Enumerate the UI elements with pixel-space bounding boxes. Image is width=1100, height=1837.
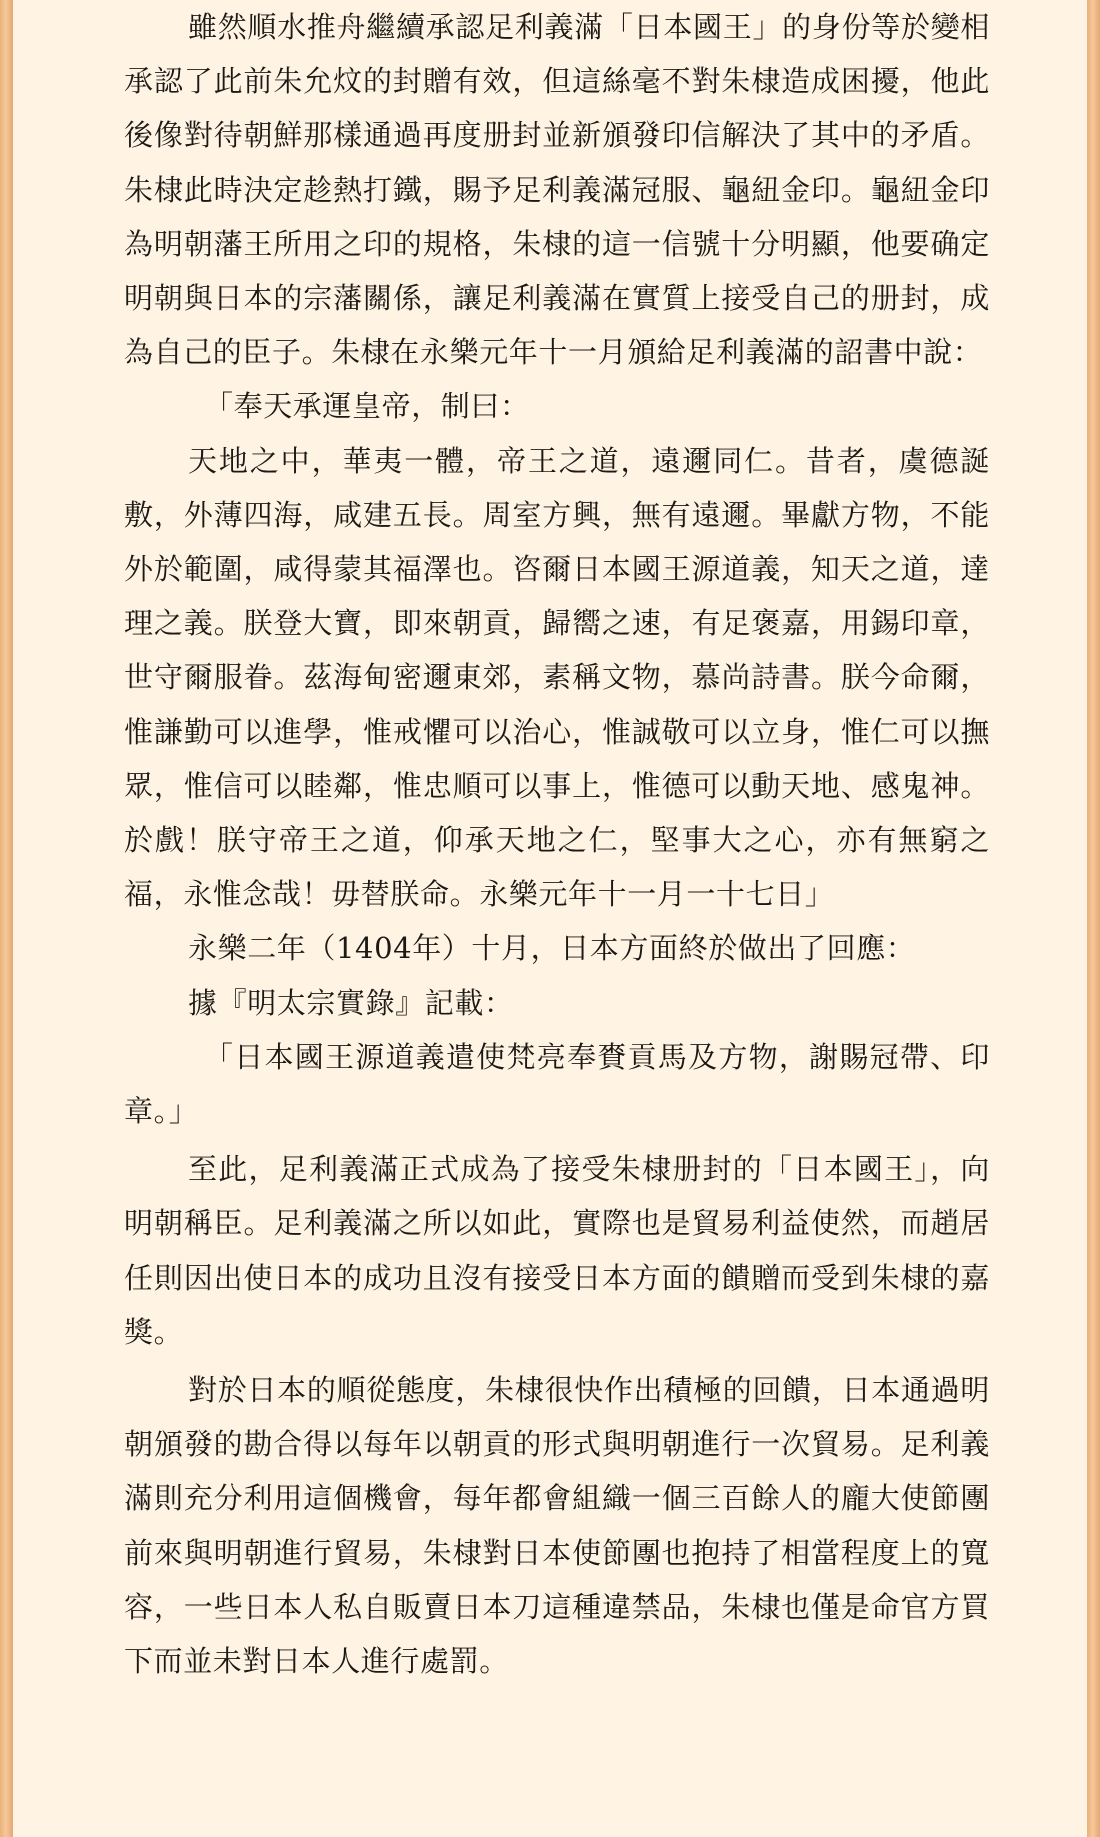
document-page — [124, 0, 990, 1837]
paragraph-edict-body: 天地之中，華夷一體，帝王之道，遠邇同仁。昔者，虞德誕敷，外薄四海，咸建五長。周室方興，無有遠邇。畢獻方物，不能外於範圍，咸得蒙其福澤也。咨爾日本國王源道義，知天之道，達理之義。朕登大寶，即來朝貢，歸嚮之速，有足褒嘉，用錫印章，世守爾服眷。茲海甸密邇東郊，素稱文物，慕尚詩書。朕今命爾，惟謙勤可以進學，惟戒懼可以治心，惟誠敬可以立身，惟仁可以撫眾，惟信可以睦鄰，惟忠順可以事上，惟德可以動天地、感鬼神。於戲！朕守帝王之道，仰承天地之仁，堅事大之心，亦有無窮之福，永惟念哉！毋替朕命。永樂元年十一月一十七日」 — [124, 443, 990, 912]
paragraph-record-intro: 據『明太宗實錄』記載： — [188, 985, 514, 1020]
paragraph-edict-opening: 「奉天承運皇帝，制曰： — [204, 389, 530, 424]
paragraph-conclusion: 至此，足利義滿正式成為了接受朱棣册封的「日本國王」，向明朝稱臣。足利義滿之所以如此，實際也是貿易利益使然，而趙居任則因出使日本的成功且沒有接受日本方面的饋贈而受到朱棣的嘉獎。 — [124, 1152, 990, 1349]
left-decorative-border — [0, 0, 13, 1837]
paragraph-response: 永樂二年（1404年）十月，日本方面終於做出了回應： — [188, 931, 916, 966]
paragraph-record-quote: 「日本國王源道義遣使梵亮奉賚貢馬及方物，謝賜冠帶、印章。」 — [124, 1039, 990, 1129]
right-decorative-border — [1087, 0, 1100, 1837]
paragraph-1: 雖然順水推舟繼續承認足利義滿「日本國王」的身份等於變相承認了此前朱允炆的封贈有效，但這絲毫不對朱棣造成困擾，他此後像對待朝鮮那樣通過再度册封並新頒發印信解決了其中的矛盾。朱棣此時決定趁熱打鐵，賜予足利義滿冠服、龜紐金印。龜紐金印為明朝藩王所用之印的規格，朱棣的這一信號十分明顯，他要确定明朝與日本的宗藩關係，讓足利義滿在實質上接受自己的册封，成為自己的臣子。朱棣在永樂元年十一月頒給足利義滿的詔書中說： — [124, 10, 990, 370]
paragraph-trade: 對於日本的順從態度，朱棣很快作出積極的回饋，日本通過明朝頒發的勘合得以每年以朝貢的形式與明朝進行一次貿易。足利義滿則充分利用這個機會，每年都會組織一個三百餘人的龐大使節團前來與明朝進行貿易，朱棣對日本使節團也抱持了相當程度上的寬容，一些日本人私自販賣日本刀這種違禁品，朱棣也僅是命官方買下而並未對日本人進行處罰。 — [124, 1373, 990, 1679]
